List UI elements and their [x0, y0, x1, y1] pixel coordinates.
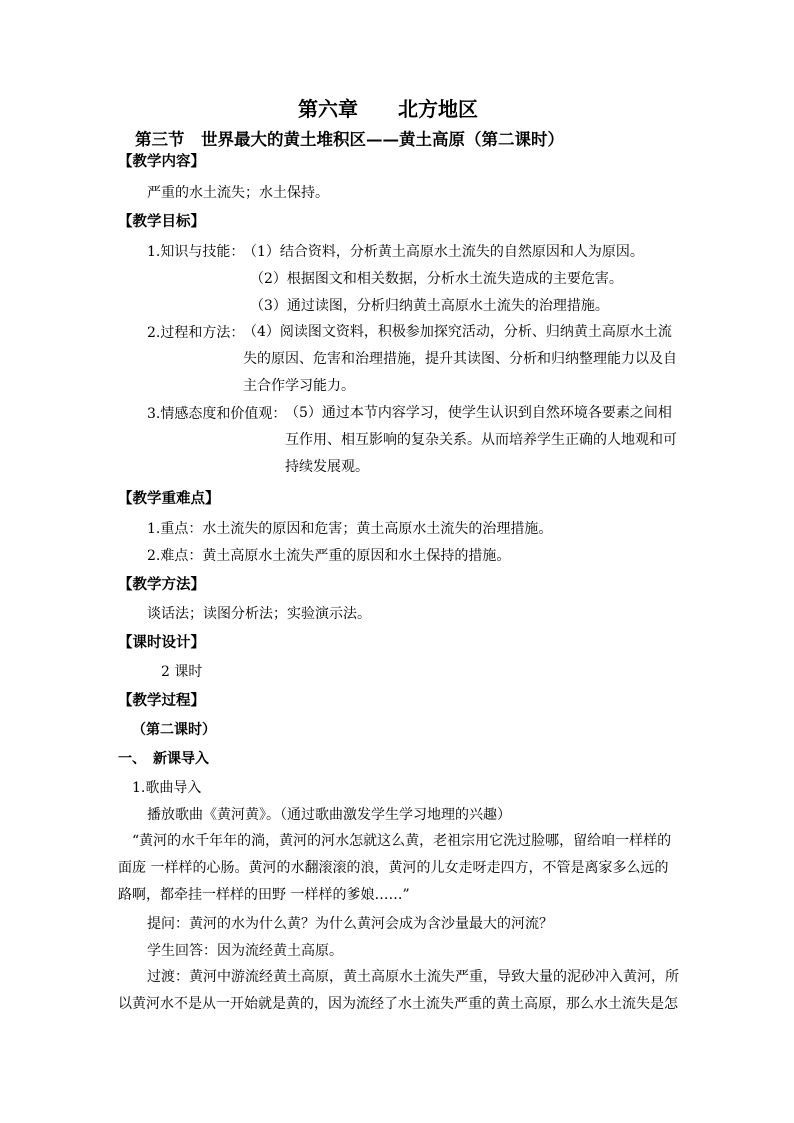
lesson-design-heading: 【课时设计】	[118, 634, 205, 651]
teaching-goals-heading: 【教学目标】	[118, 213, 205, 230]
goal-1c-text: （3）通过读图，分析归纳黄土高原水土流失的治理措施。	[250, 298, 609, 314]
key-point-1: 1.重点：水土流失的原因和危害；黄土高原水土流失的治理措施。	[147, 521, 553, 537]
process-question: 提问：黄河的水为什么黄？为什么黄河会成为含沙量最大的河流？	[147, 916, 553, 932]
process-answer: 学生回答：因为流经黄土高原。	[147, 943, 343, 959]
process-item-1: 1.歌曲导入	[132, 780, 202, 796]
key-points-heading: 【教学重难点】	[118, 490, 220, 507]
process-lyrics: “黄河的水千年年的淌，黄河的河水怎就这么黄，老祖宗用它洗过脸哪，留给咱一样样的面庞 一样样的心肠。黄河的水翻滚滚的浪，黄河的儿女走呀走四方，不管是离家多么远的路啊，都牵挂一样样的田野 一样样的爹娘……”	[118, 833, 672, 903]
goal-2-text: （4）阅读图文资料，积极参加探究活动，分析、归纳黄土高原水土流失的原因、危害和治理措施，提升其读图、分析和归纳整理能力以及自主合作学习能力。	[243, 324, 677, 394]
teaching-content-text: 严重的水土流失；水土保持。	[147, 185, 329, 201]
goal-3-label: 3.情感态度和价值观：	[147, 406, 287, 422]
goal-1a-text: （1）结合资料，分析黄土高原水土流失的自然原因和人为原因。	[243, 244, 644, 260]
section-title: 第三节 世界最大的黄土堆积区——黄土高原（第二课时）	[135, 130, 564, 149]
goal-2-label: 2.过程和方法：	[147, 325, 245, 341]
goal-1b-text: （2）根据图文和相关数据，分析水土流失造成的主要危害。	[250, 271, 623, 287]
process-transition: 过渡：黄河中游流经黄土高原，黄土高原水土流失严重，导致大量的泥砂冲入黄河，所以黄河水不是从一开始就是黄的，因为流经了水土流失严重的黄土高原，那么水土流失是怎	[118, 969, 679, 1012]
process-session: （第二课时）	[132, 722, 216, 738]
lesson-design-text: 2 课时	[161, 664, 203, 680]
methods-text: 谈话法；读图分析法；实验演示法。	[147, 606, 371, 622]
process-part-1: 一、 新课导入	[118, 751, 209, 767]
chapter-title: 第六章 北方地区	[298, 97, 478, 121]
key-point-2: 2.难点：黄土高原水土流失严重的原因和水土保持的措施。	[147, 548, 511, 564]
methods-heading: 【教学方法】	[118, 576, 205, 593]
process-heading: 【教学过程】	[118, 692, 205, 709]
goal-3-text: （5）通过本节内容学习，使学生认识到自然环境各要素之间相互作用、相互影响的复杂关系。从而培养学生正确的人地观和可持续发展观。	[285, 405, 677, 475]
goal-1-label: 1.知识与技能：	[147, 244, 245, 260]
teaching-content-heading: 【教学内容】	[118, 153, 205, 170]
process-play: 播放歌曲《黄河黄》。（通过歌曲激发学生学习地理的兴趣）	[147, 807, 511, 823]
